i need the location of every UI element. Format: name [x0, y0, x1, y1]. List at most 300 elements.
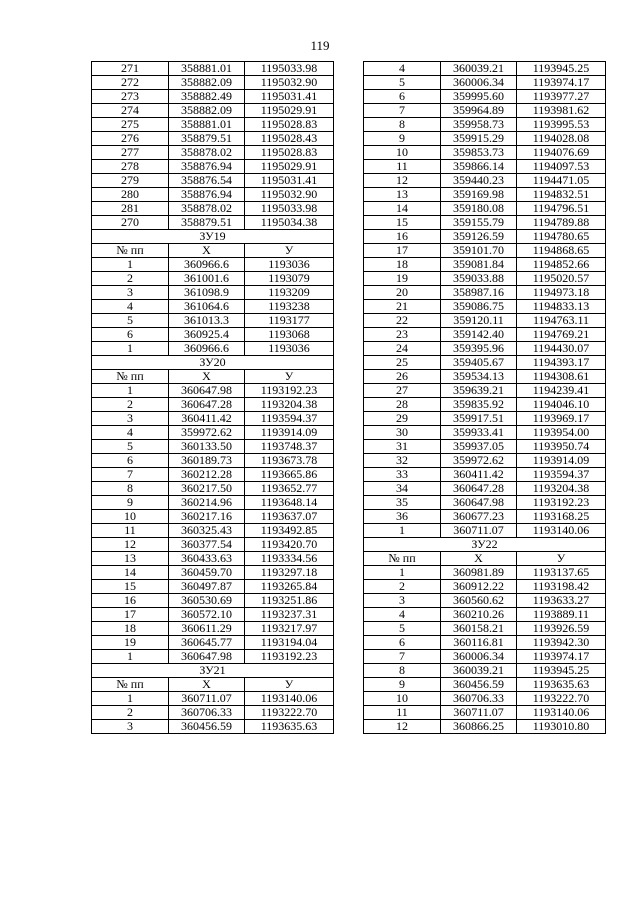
coord-x: 359915.29: [441, 132, 517, 146]
coord-y: 1193673.78: [245, 454, 334, 468]
table-row: [364, 272, 606, 286]
point-number: 14: [364, 202, 441, 216]
table-row: [364, 90, 606, 104]
point-number: 280: [92, 188, 169, 202]
table-row: [364, 496, 606, 510]
table-row: [92, 104, 334, 118]
point-number: 30: [364, 426, 441, 440]
coord-y: 1195033.98: [245, 62, 334, 76]
coord-y: 1194430.07: [517, 342, 606, 356]
table-row: [364, 440, 606, 454]
table-row: [364, 594, 606, 608]
coord-y: 1193635.63: [517, 678, 606, 692]
coord-x: 359142.40: [441, 328, 517, 342]
table-header-row: [92, 244, 334, 258]
coord-x: 360611.29: [169, 622, 245, 636]
coord-x: 360133.50: [169, 440, 245, 454]
coord-x: 360560.62: [441, 594, 517, 608]
coord-x: 360433.63: [169, 552, 245, 566]
coord-y: 1194852.66: [517, 258, 606, 272]
point-number: 33: [364, 468, 441, 482]
point-number: 20: [364, 286, 441, 300]
coord-x: 360925.4: [169, 328, 245, 342]
table-row: [364, 160, 606, 174]
table-row: [92, 76, 334, 90]
point-number: 6: [92, 328, 169, 342]
coord-y: 1195032.90: [245, 76, 334, 90]
point-number: 28: [364, 398, 441, 412]
table-row: [92, 468, 334, 482]
coord-y: 1193204.38: [245, 398, 334, 412]
point-number: 15: [92, 580, 169, 594]
point-number: 16: [92, 594, 169, 608]
table-row: [364, 202, 606, 216]
coord-y: 1193945.25: [517, 664, 606, 678]
coord-x: 360116.81: [441, 636, 517, 650]
coord-x: 360039.21: [441, 664, 517, 678]
table-row: [92, 538, 334, 552]
coord-x: 360377.54: [169, 538, 245, 552]
point-number: 271: [92, 62, 169, 76]
point-number: 15: [364, 216, 441, 230]
coord-x: 360572.10: [169, 608, 245, 622]
point-number: 10: [92, 510, 169, 524]
point-number: 12: [364, 720, 441, 734]
coord-y: 1195028.83: [245, 118, 334, 132]
coord-y: 1193297.18: [245, 566, 334, 580]
coord-x: 359995.60: [441, 90, 517, 104]
coord-x: 361013.3: [169, 314, 245, 328]
coord-y: 1193222.70: [245, 706, 334, 720]
coord-x: 358879.51: [169, 132, 245, 146]
point-number: 1: [92, 384, 169, 398]
coord-y: 1193926.59: [517, 622, 606, 636]
coord-x: 360677.23: [441, 510, 517, 524]
coordinates-table-left: [91, 61, 334, 734]
point-number: 5: [364, 622, 441, 636]
coord-x: 359958.73: [441, 118, 517, 132]
coord-y: 1193945.25: [517, 62, 606, 76]
coord-y: 1194076.69: [517, 146, 606, 160]
table-row: [92, 608, 334, 622]
point-number: 35: [364, 496, 441, 510]
coord-x: 360647.98: [441, 496, 517, 510]
coord-y: 1195020.57: [517, 272, 606, 286]
point-number: 2: [92, 272, 169, 286]
coord-y: 1193648.14: [245, 496, 334, 510]
coord-y: 1194833.13: [517, 300, 606, 314]
coord-y: 1195028.83: [245, 146, 334, 160]
coord-y: 1194796.51: [517, 202, 606, 216]
coord-y: 1193198.42: [517, 580, 606, 594]
point-number: 34: [364, 482, 441, 496]
table-row: [92, 482, 334, 496]
table-row: [364, 510, 606, 524]
coord-y: 1193981.62: [517, 104, 606, 118]
coord-x: 359917.51: [441, 412, 517, 426]
point-number: 8: [92, 482, 169, 496]
coord-x: 359937.05: [441, 440, 517, 454]
coord-y: 1193068: [245, 328, 334, 342]
point-number: 36: [364, 510, 441, 524]
coord-y: 1193209: [245, 286, 334, 300]
table-row: [364, 286, 606, 300]
coord-x: 359395.96: [441, 342, 517, 356]
coord-y: 1193177: [245, 314, 334, 328]
point-number: 32: [364, 454, 441, 468]
header-y: У: [517, 552, 606, 566]
table-row: [92, 398, 334, 412]
coord-x: 360966.6: [169, 342, 245, 356]
coord-x: 358879.51: [169, 216, 245, 230]
table-row: [364, 482, 606, 496]
coord-x: 360039.21: [441, 62, 517, 76]
coord-x: 360158.21: [441, 622, 517, 636]
coord-y: 1193633.27: [517, 594, 606, 608]
coord-x: 360912.22: [441, 580, 517, 594]
table-row: [92, 160, 334, 174]
coord-y: 1193168.25: [517, 510, 606, 524]
table-row: [364, 622, 606, 636]
coord-y: 1193238: [245, 300, 334, 314]
coord-y: 1193194.04: [245, 636, 334, 650]
coord-y: 1193974.17: [517, 650, 606, 664]
table-row: [364, 608, 606, 622]
point-number: 277: [92, 146, 169, 160]
coord-y: 1195034.38: [245, 216, 334, 230]
table-row: [92, 636, 334, 650]
table-row: [92, 216, 334, 230]
coord-y: 1194780.65: [517, 230, 606, 244]
coord-y: 1193748.37: [245, 440, 334, 454]
point-number: 9: [364, 678, 441, 692]
coord-x: 360189.73: [169, 454, 245, 468]
header-y: У: [245, 370, 334, 384]
coord-y: 1193222.70: [517, 692, 606, 706]
coord-x: 358987.16: [441, 286, 517, 300]
coord-x: 358876.94: [169, 188, 245, 202]
table-row: [364, 300, 606, 314]
coord-x: 360210.26: [441, 608, 517, 622]
coord-x: 358878.02: [169, 202, 245, 216]
point-number: 270: [92, 216, 169, 230]
coord-x: 359866.14: [441, 160, 517, 174]
table-row: [92, 524, 334, 538]
point-number: 6: [92, 454, 169, 468]
point-number: 1: [92, 342, 169, 356]
header-number: № пп: [364, 552, 441, 566]
coord-y: 1193954.00: [517, 426, 606, 440]
coord-y: 1193969.17: [517, 412, 606, 426]
coord-y: 1193914.09: [517, 454, 606, 468]
table-row: [364, 174, 606, 188]
point-number: 4: [364, 62, 441, 76]
point-number: 11: [364, 706, 441, 720]
coord-y: 1194973.18: [517, 286, 606, 300]
table-row: [364, 244, 606, 258]
table-row: [92, 496, 334, 510]
coord-x: 359169.98: [441, 188, 517, 202]
point-number: 7: [364, 104, 441, 118]
coord-y: 1195028.43: [245, 132, 334, 146]
table-row: [364, 132, 606, 146]
table-row: [364, 664, 606, 678]
point-number: 1: [92, 650, 169, 664]
coord-x: 360459.70: [169, 566, 245, 580]
coord-x: 360647.28: [169, 398, 245, 412]
section-title: ЗУ19: [92, 230, 334, 244]
coord-y: 1193140.06: [517, 706, 606, 720]
point-number: 3: [92, 720, 169, 734]
point-number: 10: [364, 692, 441, 706]
point-number: 274: [92, 104, 169, 118]
point-number: 5: [92, 314, 169, 328]
point-number: 5: [364, 76, 441, 90]
coord-x: 359835.92: [441, 398, 517, 412]
point-number: 1: [364, 524, 441, 538]
point-number: 8: [364, 118, 441, 132]
point-number: 26: [364, 370, 441, 384]
point-number: 2: [92, 398, 169, 412]
coord-x: 360966.6: [169, 258, 245, 272]
table-row: [92, 692, 334, 706]
coord-y: 1193192.23: [517, 496, 606, 510]
coord-y: 1193265.84: [245, 580, 334, 594]
header-number: № пп: [92, 678, 169, 692]
point-number: 17: [364, 244, 441, 258]
table-row: [92, 384, 334, 398]
coord-x: 360006.34: [441, 650, 517, 664]
coord-y: 1193192.23: [245, 384, 334, 398]
coord-y: 1195031.41: [245, 90, 334, 104]
table-row: [364, 678, 606, 692]
coord-y: 1193977.27: [517, 90, 606, 104]
coord-y: 1194028.08: [517, 132, 606, 146]
table-row: [92, 342, 334, 356]
coord-x: 358882.09: [169, 76, 245, 90]
coord-y: 1194308.61: [517, 370, 606, 384]
coord-x: 359639.21: [441, 384, 517, 398]
coord-x: 360530.69: [169, 594, 245, 608]
section-title: ЗУ22: [364, 538, 606, 552]
coord-x: 359033.88: [441, 272, 517, 286]
coord-x: 360456.59: [441, 678, 517, 692]
coord-x: 360711.07: [441, 706, 517, 720]
coord-x: 359964.89: [441, 104, 517, 118]
table-row: [92, 286, 334, 300]
coord-x: 359126.59: [441, 230, 517, 244]
table-row: [364, 468, 606, 482]
coord-x: 360711.07: [441, 524, 517, 538]
table-row: [364, 706, 606, 720]
section-title-row: [92, 230, 334, 244]
coord-y: 1193192.23: [245, 650, 334, 664]
table-row: [92, 706, 334, 720]
point-number: 279: [92, 174, 169, 188]
coord-y: 1194097.53: [517, 160, 606, 174]
coord-x: 361064.6: [169, 300, 245, 314]
coord-x: 360647.28: [441, 482, 517, 496]
coord-y: 1193492.85: [245, 524, 334, 538]
coord-x: 360706.33: [441, 692, 517, 706]
table-row: [92, 174, 334, 188]
point-number: 14: [92, 566, 169, 580]
point-number: 8: [364, 664, 441, 678]
coord-y: 1193217.97: [245, 622, 334, 636]
page-number: 119: [310, 38, 330, 53]
coord-x: 360006.34: [441, 76, 517, 90]
point-number: 278: [92, 160, 169, 174]
table-row: [364, 412, 606, 426]
coord-y: 1193652.77: [245, 482, 334, 496]
table-row: [364, 650, 606, 664]
table-row: [364, 258, 606, 272]
coord-x: 358876.94: [169, 160, 245, 174]
table-row: [92, 328, 334, 342]
point-number: 23: [364, 328, 441, 342]
coord-y: 1194832.51: [517, 188, 606, 202]
point-number: 29: [364, 412, 441, 426]
table-row: [364, 104, 606, 118]
point-number: 10: [364, 146, 441, 160]
coord-y: 1193334.56: [245, 552, 334, 566]
coord-y: 1193140.06: [517, 524, 606, 538]
coord-y: 1195033.98: [245, 202, 334, 216]
point-number: 11: [364, 160, 441, 174]
coord-y: 1193204.38: [517, 482, 606, 496]
table-row: [364, 62, 606, 76]
coord-y: 1193995.53: [517, 118, 606, 132]
table-row: [364, 342, 606, 356]
coord-y: 1193889.11: [517, 608, 606, 622]
coord-x: 359155.79: [441, 216, 517, 230]
table-row: [364, 524, 606, 538]
table-row: [364, 216, 606, 230]
table-row: [92, 650, 334, 664]
coord-y: 1193950.74: [517, 440, 606, 454]
coord-x: 359405.67: [441, 356, 517, 370]
table-row: [364, 636, 606, 650]
coord-y: 1193914.09: [245, 426, 334, 440]
table-row: [364, 580, 606, 594]
header-x: X: [169, 678, 245, 692]
coord-x: 360217.16: [169, 510, 245, 524]
point-number: 3: [92, 412, 169, 426]
coord-x: 360645.77: [169, 636, 245, 650]
coord-y: 1193594.37: [245, 412, 334, 426]
table-row: [364, 398, 606, 412]
point-number: 12: [92, 538, 169, 552]
point-number: 275: [92, 118, 169, 132]
header-y: У: [245, 244, 334, 258]
coord-y: 1195029.91: [245, 160, 334, 174]
coordinates-table-right: [363, 61, 606, 734]
coord-x: 360456.59: [169, 720, 245, 734]
point-number: 273: [92, 90, 169, 104]
coord-y: 1193637.07: [245, 510, 334, 524]
coord-x: 358876.54: [169, 174, 245, 188]
table-header-row: [364, 552, 606, 566]
table-header-row: [92, 678, 334, 692]
point-number: 19: [364, 272, 441, 286]
coord-y: 1194471.05: [517, 174, 606, 188]
point-number: 19: [92, 636, 169, 650]
coord-x: 358882.49: [169, 90, 245, 104]
coord-x: 359853.73: [441, 146, 517, 160]
coord-y: 1193237.31: [245, 608, 334, 622]
point-number: 31: [364, 440, 441, 454]
header-y: У: [245, 678, 334, 692]
coord-y: 1193942.30: [517, 636, 606, 650]
table-row: [92, 118, 334, 132]
table-row: [92, 62, 334, 76]
coord-x: 358881.01: [169, 118, 245, 132]
point-number: 276: [92, 132, 169, 146]
point-number: 6: [364, 90, 441, 104]
section-title-row: [92, 356, 334, 370]
point-number: 16: [364, 230, 441, 244]
table-row: [364, 146, 606, 160]
coord-x: 360325.43: [169, 524, 245, 538]
table-row: [92, 188, 334, 202]
point-number: 4: [92, 426, 169, 440]
coord-x: 358878.02: [169, 146, 245, 160]
table-row: [364, 230, 606, 244]
coord-y: 1193251.86: [245, 594, 334, 608]
coord-x: 359972.62: [169, 426, 245, 440]
coord-y: 1193635.63: [245, 720, 334, 734]
coord-x: 360411.42: [441, 468, 517, 482]
section-title: ЗУ20: [92, 356, 334, 370]
point-number: 281: [92, 202, 169, 216]
coord-x: 359086.75: [441, 300, 517, 314]
table-row: [92, 566, 334, 580]
header-number: № пп: [92, 244, 169, 258]
table-row: [364, 370, 606, 384]
coord-x: 360647.98: [169, 650, 245, 664]
point-number: 9: [92, 496, 169, 510]
coord-x: 360711.07: [169, 692, 245, 706]
point-number: 9: [364, 132, 441, 146]
coord-y: 1193036: [245, 258, 334, 272]
point-number: 1: [92, 258, 169, 272]
point-number: 5: [92, 440, 169, 454]
table-row: [364, 76, 606, 90]
table-row: [92, 90, 334, 104]
coord-x: 358882.09: [169, 104, 245, 118]
coord-y: 1193974.17: [517, 76, 606, 90]
table-row: [364, 720, 606, 734]
point-number: 2: [364, 580, 441, 594]
table-row: [364, 356, 606, 370]
table-row: [92, 300, 334, 314]
coord-y: 1195031.41: [245, 174, 334, 188]
table-row: [92, 594, 334, 608]
point-number: 17: [92, 608, 169, 622]
table-row: [364, 188, 606, 202]
coord-x: 361098.9: [169, 286, 245, 300]
point-number: 1: [364, 566, 441, 580]
point-number: 7: [92, 468, 169, 482]
point-number: 11: [92, 524, 169, 538]
table-row: [364, 426, 606, 440]
table-row: [92, 272, 334, 286]
point-number: 18: [364, 258, 441, 272]
coord-x: 360411.42: [169, 412, 245, 426]
coord-x: 359180.08: [441, 202, 517, 216]
coord-x: 359101.70: [441, 244, 517, 258]
table-row: [92, 552, 334, 566]
